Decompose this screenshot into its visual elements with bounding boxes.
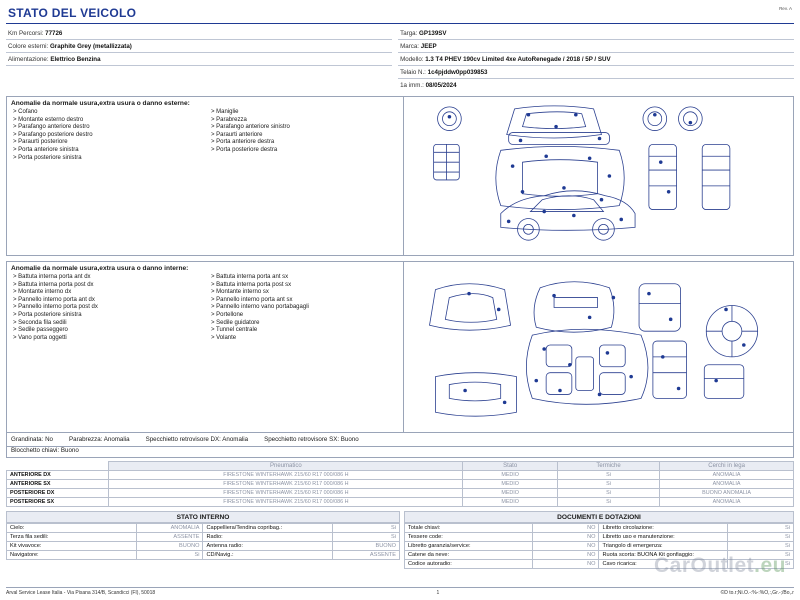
list-item: > Seconda fila sedili bbox=[13, 319, 67, 326]
field-value: Si bbox=[727, 524, 793, 533]
tyre-table bbox=[6, 461, 794, 507]
table-row bbox=[405, 524, 794, 533]
info-row bbox=[398, 53, 794, 66]
footer-code: ©D to.r;Ni.O.-:%-:%O,:,Gr.-;/Bo,.r bbox=[720, 590, 794, 596]
info-value: GP139SV bbox=[419, 29, 447, 37]
list-item: > Pannello interno porta post dx bbox=[13, 304, 98, 311]
table-row bbox=[7, 542, 400, 551]
car-interior-diagram-svg bbox=[404, 262, 793, 432]
vehicle-info bbox=[6, 27, 794, 91]
list-item: > Volante bbox=[210, 334, 237, 341]
internal-damage-col-2 bbox=[205, 274, 403, 346]
field-label: Libretto garanzia/service: bbox=[405, 542, 533, 551]
info-row bbox=[398, 66, 794, 79]
info-row bbox=[6, 27, 392, 40]
footer-page-number: 1 bbox=[436, 590, 440, 596]
internal-damage-diagram bbox=[404, 262, 793, 432]
tyre-position: POSTERIORE SX bbox=[7, 498, 109, 507]
list-item: > Paraurti anteriore bbox=[210, 131, 263, 138]
page-title: STATO DEL VEICOLO bbox=[8, 6, 137, 20]
field-value: NO bbox=[533, 551, 599, 560]
field-value: BUONO bbox=[333, 542, 400, 551]
stato-interno-section bbox=[6, 511, 400, 569]
field-value: Si bbox=[333, 533, 400, 542]
tyre-col-blank bbox=[7, 462, 109, 471]
tyre-position: ANTERIORE SX bbox=[7, 480, 109, 489]
note-value: Anomalia bbox=[103, 436, 130, 443]
table-row bbox=[7, 551, 400, 560]
table-row bbox=[7, 480, 794, 489]
tyre-position: ANTERIORE DX bbox=[7, 471, 109, 480]
tyre-cerchi: ANOMALIA bbox=[660, 498, 794, 507]
vehicle-info-right bbox=[392, 27, 794, 91]
field-label: Libretto circolazione: bbox=[599, 524, 727, 533]
tyre-col-termiche: Termiche bbox=[557, 462, 659, 471]
external-damage-col-2 bbox=[205, 109, 403, 166]
tyre-termiche: Si bbox=[557, 471, 659, 480]
field-label: Cappelliera/Tendina copribag.: bbox=[203, 524, 333, 533]
tyre-termiche: Si bbox=[557, 489, 659, 498]
external-damage-panel bbox=[6, 96, 794, 256]
list-item: > Parabrezza bbox=[210, 116, 247, 123]
note-grandinata bbox=[11, 436, 53, 443]
note-label: Specchietto retrovisore SX: bbox=[264, 436, 340, 443]
info-label: Targa: bbox=[400, 29, 418, 37]
list-item: > Porta anteriore sinistra bbox=[13, 146, 79, 153]
note-value: No bbox=[45, 436, 53, 443]
stato-interno-title: STATO INTERNO bbox=[6, 511, 400, 523]
tyre-spec: FIRESTONE WINTERHAWK 215/60 R17 000/086 H bbox=[109, 480, 463, 489]
tyre-cerchi: ANOMALIA bbox=[660, 480, 794, 489]
list-item: > Porta posteriore destra bbox=[210, 146, 278, 153]
internal-damage-heading: Anomalie da normale usura,extra usura o danno interne: bbox=[11, 265, 189, 272]
field-label: Navigatore: bbox=[7, 551, 137, 560]
field-label: Antenna radio: bbox=[203, 542, 333, 551]
tyre-col-stato: Stato bbox=[463, 462, 557, 471]
info-value: Elettrico Benzina bbox=[50, 55, 101, 63]
footer-company: Arval Service Lease Italia - Via Pisana 314/B, Scandicci (FI), 50018 bbox=[6, 590, 156, 596]
external-damage-col-1 bbox=[7, 109, 205, 166]
field-value: NO bbox=[533, 524, 599, 533]
info-value: 77726 bbox=[45, 29, 63, 37]
info-label: Colore esterni: bbox=[8, 42, 49, 50]
list-item: > Montante interno dx bbox=[13, 289, 72, 296]
field-label: Cavo ricarica: bbox=[599, 560, 727, 569]
list-item: > Battuta interna porta ant dx bbox=[13, 274, 91, 280]
note-label: Parabrezza: bbox=[69, 436, 103, 443]
table-row bbox=[7, 471, 794, 480]
list-item: > Battuta interna porta post dx bbox=[13, 281, 94, 288]
tyre-stato: MEDIO bbox=[463, 489, 557, 498]
field-label: Tessere code: bbox=[405, 533, 533, 542]
table-row bbox=[7, 498, 794, 507]
field-value: NO bbox=[533, 542, 599, 551]
tyre-termiche: Si bbox=[557, 498, 659, 507]
info-label: Km Percorsi: bbox=[8, 29, 44, 37]
note-label: Blocchetto chiavi: bbox=[11, 447, 60, 454]
list-item: > Maniglie bbox=[210, 109, 239, 115]
info-row bbox=[398, 27, 794, 40]
list-item: > Porta anteriore destra bbox=[210, 139, 275, 146]
table-header-row bbox=[7, 462, 794, 471]
list-item: > Cofano bbox=[13, 109, 38, 115]
list-item: > Parafango posteriore destro bbox=[13, 131, 93, 138]
field-value: Si bbox=[727, 533, 793, 542]
field-value: Si bbox=[727, 560, 793, 569]
info-row bbox=[6, 40, 392, 53]
tyre-col-pneumatico: Pneumatico bbox=[109, 462, 463, 471]
note-specchietto-sx bbox=[264, 436, 359, 443]
list-item: > Paraurti posteriore bbox=[13, 139, 68, 146]
external-damage-heading: Anomalie da normale usura,extra usura o danno esterne: bbox=[11, 100, 190, 107]
title-divider bbox=[6, 23, 794, 24]
list-item: > Sedile passeggero bbox=[13, 327, 68, 334]
note-label: Specchietto retrovisore DX: bbox=[145, 436, 221, 443]
info-label: Telaio N.: bbox=[400, 68, 426, 76]
list-item: > Porta posteriore sinistra bbox=[13, 154, 82, 161]
watermark bbox=[654, 554, 786, 578]
info-value: Graphite Grey (metallizzata) bbox=[49, 42, 132, 50]
tyre-cerchi: ANOMALIA bbox=[660, 471, 794, 480]
tyre-spec: FIRESTONE WINTERHAWK 215/60 R17 000/086 H bbox=[109, 471, 463, 480]
watermark-suffix: .eu bbox=[754, 554, 786, 577]
external-damage-list bbox=[7, 97, 404, 255]
list-item: > Pannello interno vano portabagagli bbox=[210, 304, 309, 311]
list-item: > Montante interno sx bbox=[210, 289, 269, 296]
tyre-stato: MEDIO bbox=[463, 471, 557, 480]
tyre-stato: MEDIO bbox=[463, 480, 557, 489]
info-value: 1.3 T4 PHEV 190cv Limited 4xe AutoRenegade / 2018 / 5P / SUV bbox=[425, 55, 611, 63]
info-label: 1a imm.: bbox=[400, 81, 424, 89]
documenti-title: DOCUMENTI E DOTAZIONI bbox=[404, 511, 794, 523]
field-label: Terza fila sedili: bbox=[7, 533, 137, 542]
note-value: Buono bbox=[340, 436, 359, 443]
revision-label: Rev. A bbox=[779, 6, 792, 11]
watermark-text: CarOutlet bbox=[653, 554, 755, 577]
info-row bbox=[398, 40, 794, 53]
tyre-spec: FIRESTONE WINTERHAWK 215/60 R17 000/086 H bbox=[109, 498, 463, 507]
list-item: > Pannello interno porta ant dx bbox=[13, 296, 95, 303]
field-value: ASSENTE bbox=[333, 551, 400, 560]
notes-row bbox=[6, 433, 794, 447]
note-parabrezza bbox=[69, 436, 130, 443]
info-label: Marca: bbox=[400, 42, 420, 50]
tyre-col-cerchi: Cerchi in lega bbox=[660, 462, 794, 471]
info-row bbox=[398, 79, 794, 91]
field-value: ASSENTE bbox=[136, 533, 203, 542]
tyre-termiche: Si bbox=[557, 480, 659, 489]
info-label: Modello: bbox=[400, 55, 424, 63]
stato-interno-table bbox=[6, 523, 400, 560]
field-label: Cielo: bbox=[7, 524, 137, 533]
info-value: JEEP bbox=[420, 42, 437, 50]
tyre-cerchi: BUONO ANOMALIA bbox=[660, 489, 794, 498]
table-row bbox=[7, 533, 400, 542]
field-label: Triangolo di emergenza: bbox=[599, 542, 727, 551]
list-item: > Pannello interno porta ant sx bbox=[210, 296, 293, 303]
note-blocchetto bbox=[6, 447, 794, 458]
tyre-spec: FIRESTONE WINTERHAWK 215/60 R17 000/086 H bbox=[109, 489, 463, 498]
internal-damage-panel bbox=[6, 261, 794, 433]
tyre-position: POSTERIORE DX bbox=[7, 489, 109, 498]
table-row bbox=[405, 542, 794, 551]
list-item: > Battuta interna porta ant sx bbox=[210, 274, 289, 280]
note-specchietto-dx bbox=[146, 436, 249, 443]
car-exterior-diagram-svg bbox=[404, 97, 793, 255]
field-label: Codice autoradio: bbox=[405, 560, 533, 569]
info-row bbox=[6, 53, 392, 66]
note-label: Grandinata: bbox=[11, 436, 44, 443]
vehicle-info-left bbox=[6, 27, 392, 91]
list-item: > Tunnel centrale bbox=[210, 327, 258, 334]
external-damage-diagram bbox=[404, 97, 793, 255]
field-value: Si bbox=[136, 551, 203, 560]
info-label: Alimentazione: bbox=[8, 55, 49, 63]
field-label: Kit vivavoce: bbox=[7, 542, 137, 551]
tyre-stato: MEDIO bbox=[463, 498, 557, 507]
field-value: ANOMALIA bbox=[136, 524, 203, 533]
info-value: 08/05/2024 bbox=[425, 81, 457, 89]
table-row bbox=[7, 524, 400, 533]
field-label: Totale chiavi: bbox=[405, 524, 533, 533]
note-value: Buono bbox=[60, 447, 79, 454]
field-value: Si bbox=[727, 551, 793, 560]
field-label: CD/Navig.: bbox=[203, 551, 333, 560]
internal-damage-col-1 bbox=[7, 274, 205, 346]
list-item: > Montante esterno destro bbox=[13, 116, 84, 123]
list-item: > Portellone bbox=[210, 311, 244, 318]
list-item: > Sedile guidatore bbox=[210, 319, 260, 326]
list-item: > Porta posteriore sinistra bbox=[13, 311, 82, 318]
field-value: NO bbox=[533, 560, 599, 569]
field-value: NO bbox=[533, 533, 599, 542]
list-item: > Vano porta oggetti bbox=[13, 334, 67, 341]
note-value: Anomalia bbox=[222, 436, 249, 443]
field-label: Radio: bbox=[203, 533, 333, 542]
table-row bbox=[7, 489, 794, 498]
field-label: Catene da neve: bbox=[405, 551, 533, 560]
field-value: Si bbox=[727, 542, 793, 551]
field-value: Si bbox=[333, 524, 400, 533]
table-row bbox=[405, 533, 794, 542]
field-label: Ruota scorta: BUONA Kit gonfiaggio: bbox=[599, 551, 727, 560]
list-item: > Parafango anteriore sinistro bbox=[210, 124, 290, 131]
field-label: Libretto uso e manutenzione: bbox=[599, 533, 727, 542]
internal-damage-list bbox=[7, 262, 404, 432]
page-footer bbox=[6, 587, 794, 596]
list-item: > Battuta interna porta post sx bbox=[210, 281, 292, 288]
list-item: > Parafango anteriore destro bbox=[13, 124, 90, 131]
field-value: BUONO bbox=[136, 542, 203, 551]
info-value: 1c4pjddw0pp039853 bbox=[427, 68, 488, 76]
